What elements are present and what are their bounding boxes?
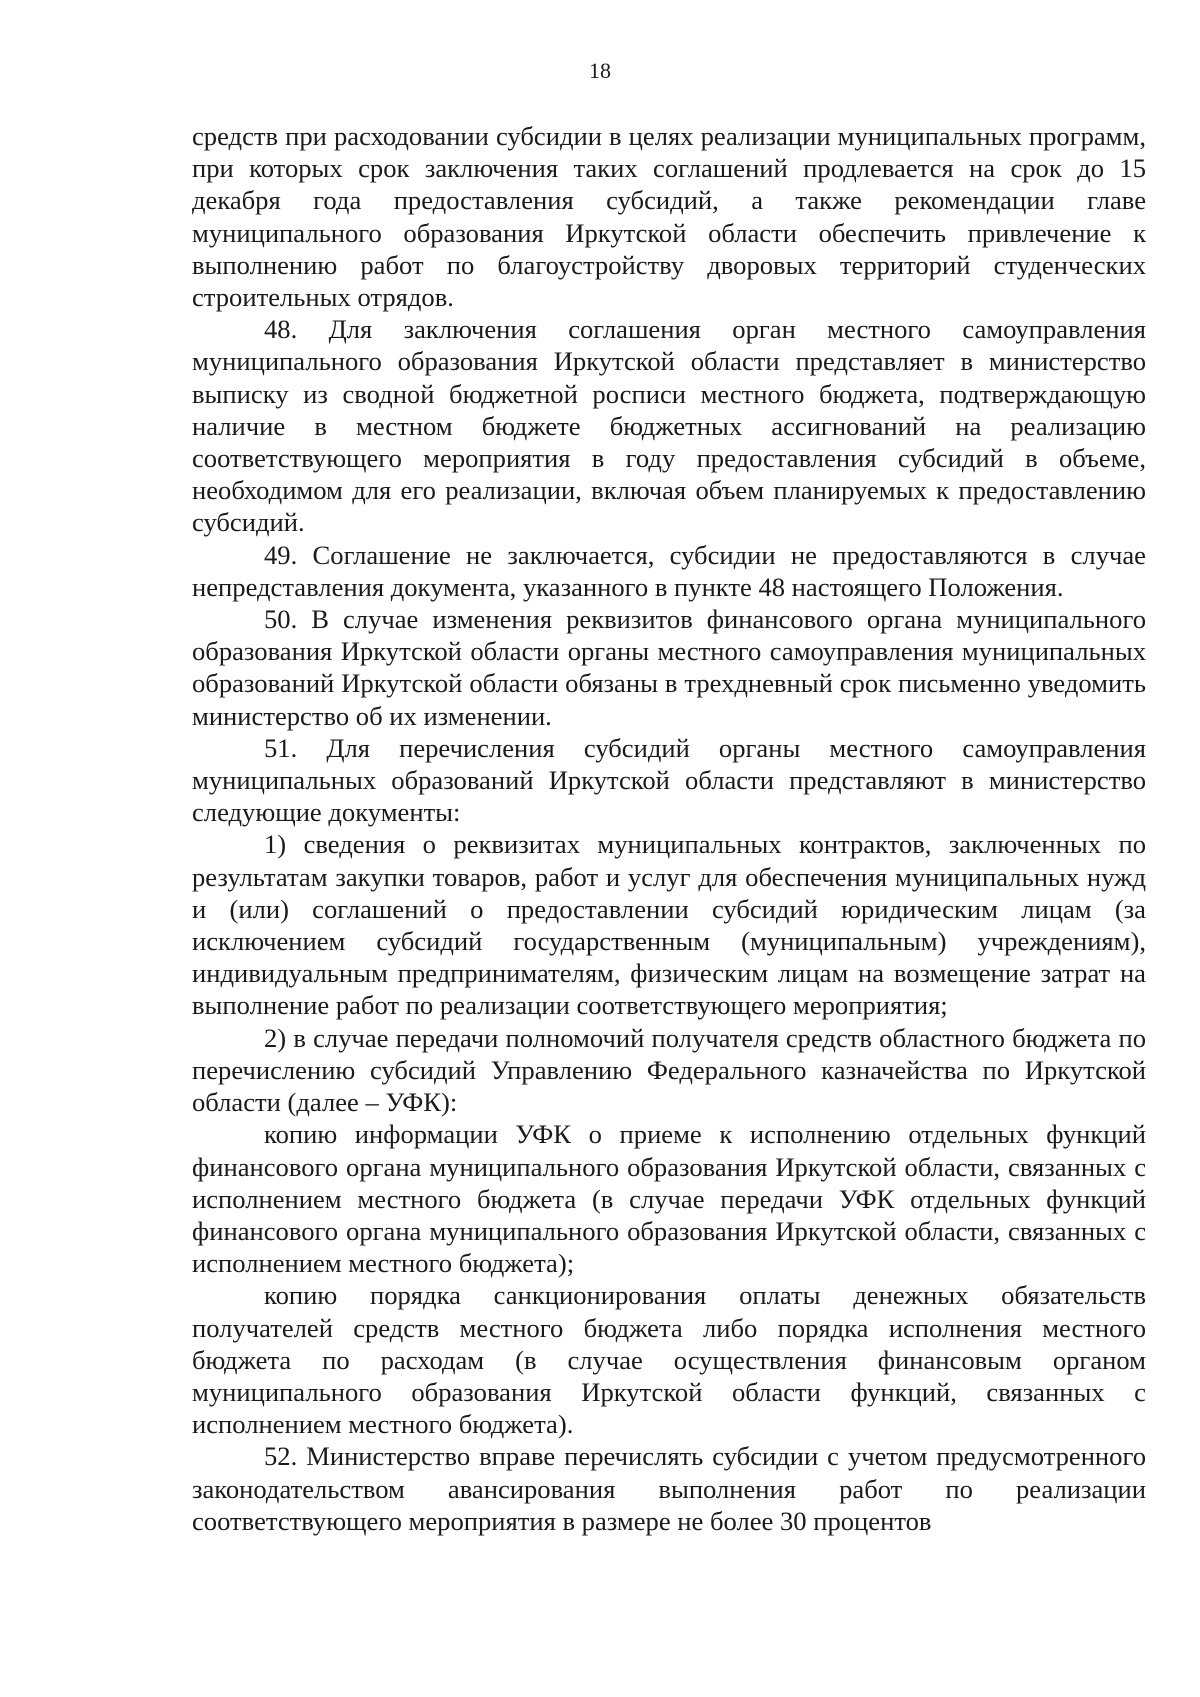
paragraph-authorization-order-copy: копию порядка санкционирования оплаты денежных обязательств получателей средств местного бюджета либо порядка исполнения местного бюджета по расходам (в случае осуществления финансовым органом муниципального образования Иркутской области функций, связанных с исполнением местного бюджета). [192,1280,1146,1440]
paragraph-51-item-1: 1) сведения о реквизитах муниципальных контрактов, заключенных по результатам закупки товаров, работ и услуг для обеспечения муниципальных нужд и (или) соглашений о предоставлении субсидий юридическим лицам (за исключением субсидий государственным (муниципальным) учреждениям), индивидуальным предпринимателям, физическим лицам на возмещение затрат на выполнение работ по реализации соответствующего мероприятия; [192,829,1146,1021]
paragraph-51: 51. Для перечисления субсидий органы местного самоуправления муниципальных образований Иркутской области представляют в министерство следующие документы: [192,732,1146,828]
paragraph-52: 52. Министерство вправе перечислять субсидии с учетом предусмотренного законодательством авансирования выполнения работ по реализации соответствующего мероприятия в размере не более 30 процентов [192,1441,1146,1536]
paragraph-50: 50. В случае изменения реквизитов финансового органа муниципального образования Иркутской области органы местного самоуправления муниципальных образований Иркутской области обязаны в трехдневный срок письменно уведомить министерство об их изменении. [192,604,1146,731]
paragraph-continuation: средств при расходовании субсидии в целях реализации муниципальных программ, при которых срок заключения таких соглашений продлевается на срок до 15 декабря года предоставления субсидий, а также рекомендации главе муниципального образования Иркутской области обеспечить привлечение к выполнению работ по благоустройству дворовых территорий студенческих строительных отрядов. [192,121,1146,313]
paragraph-ufk-info-copy: копию информации УФК о приеме к исполнению отдельных функций финансового органа муниципального образования Иркутской области, связанных с исполнением местного бюджета (в случае передачи УФК отдельных функций финансового органа муниципального образования Иркутской области, связанных с исполнением местного бюджета); [192,1119,1146,1279]
paragraph-49: 49. Соглашение не заключается, субсидии не предоставляются в случае непредставления документа, указанного в пункте 48 настоящего Положения. [192,539,1146,602]
page-number: 18 [589,58,611,83]
document-body [192,120,1146,1537]
paragraph-51-item-2: 2) в случае передачи полномочий получателя средств областного бюджета по перечислению субсидий Управлению Федерального казначейства по Иркутской области (далее – УФК): [192,1022,1146,1118]
paragraph-48: 48. Для заключения соглашения орган местного самоуправления муниципального образования Иркутской области представляет в министерство выписку из сводной бюджетной росписи местного бюджета, подтверждающую наличие в местном бюджете бюджетных ассигнований на реализацию соответствующего мероприятия в году предоставления субсидий в объеме, необходимом для его реализации, включая объем планируемых к предоставлению субсидий. [192,314,1146,538]
